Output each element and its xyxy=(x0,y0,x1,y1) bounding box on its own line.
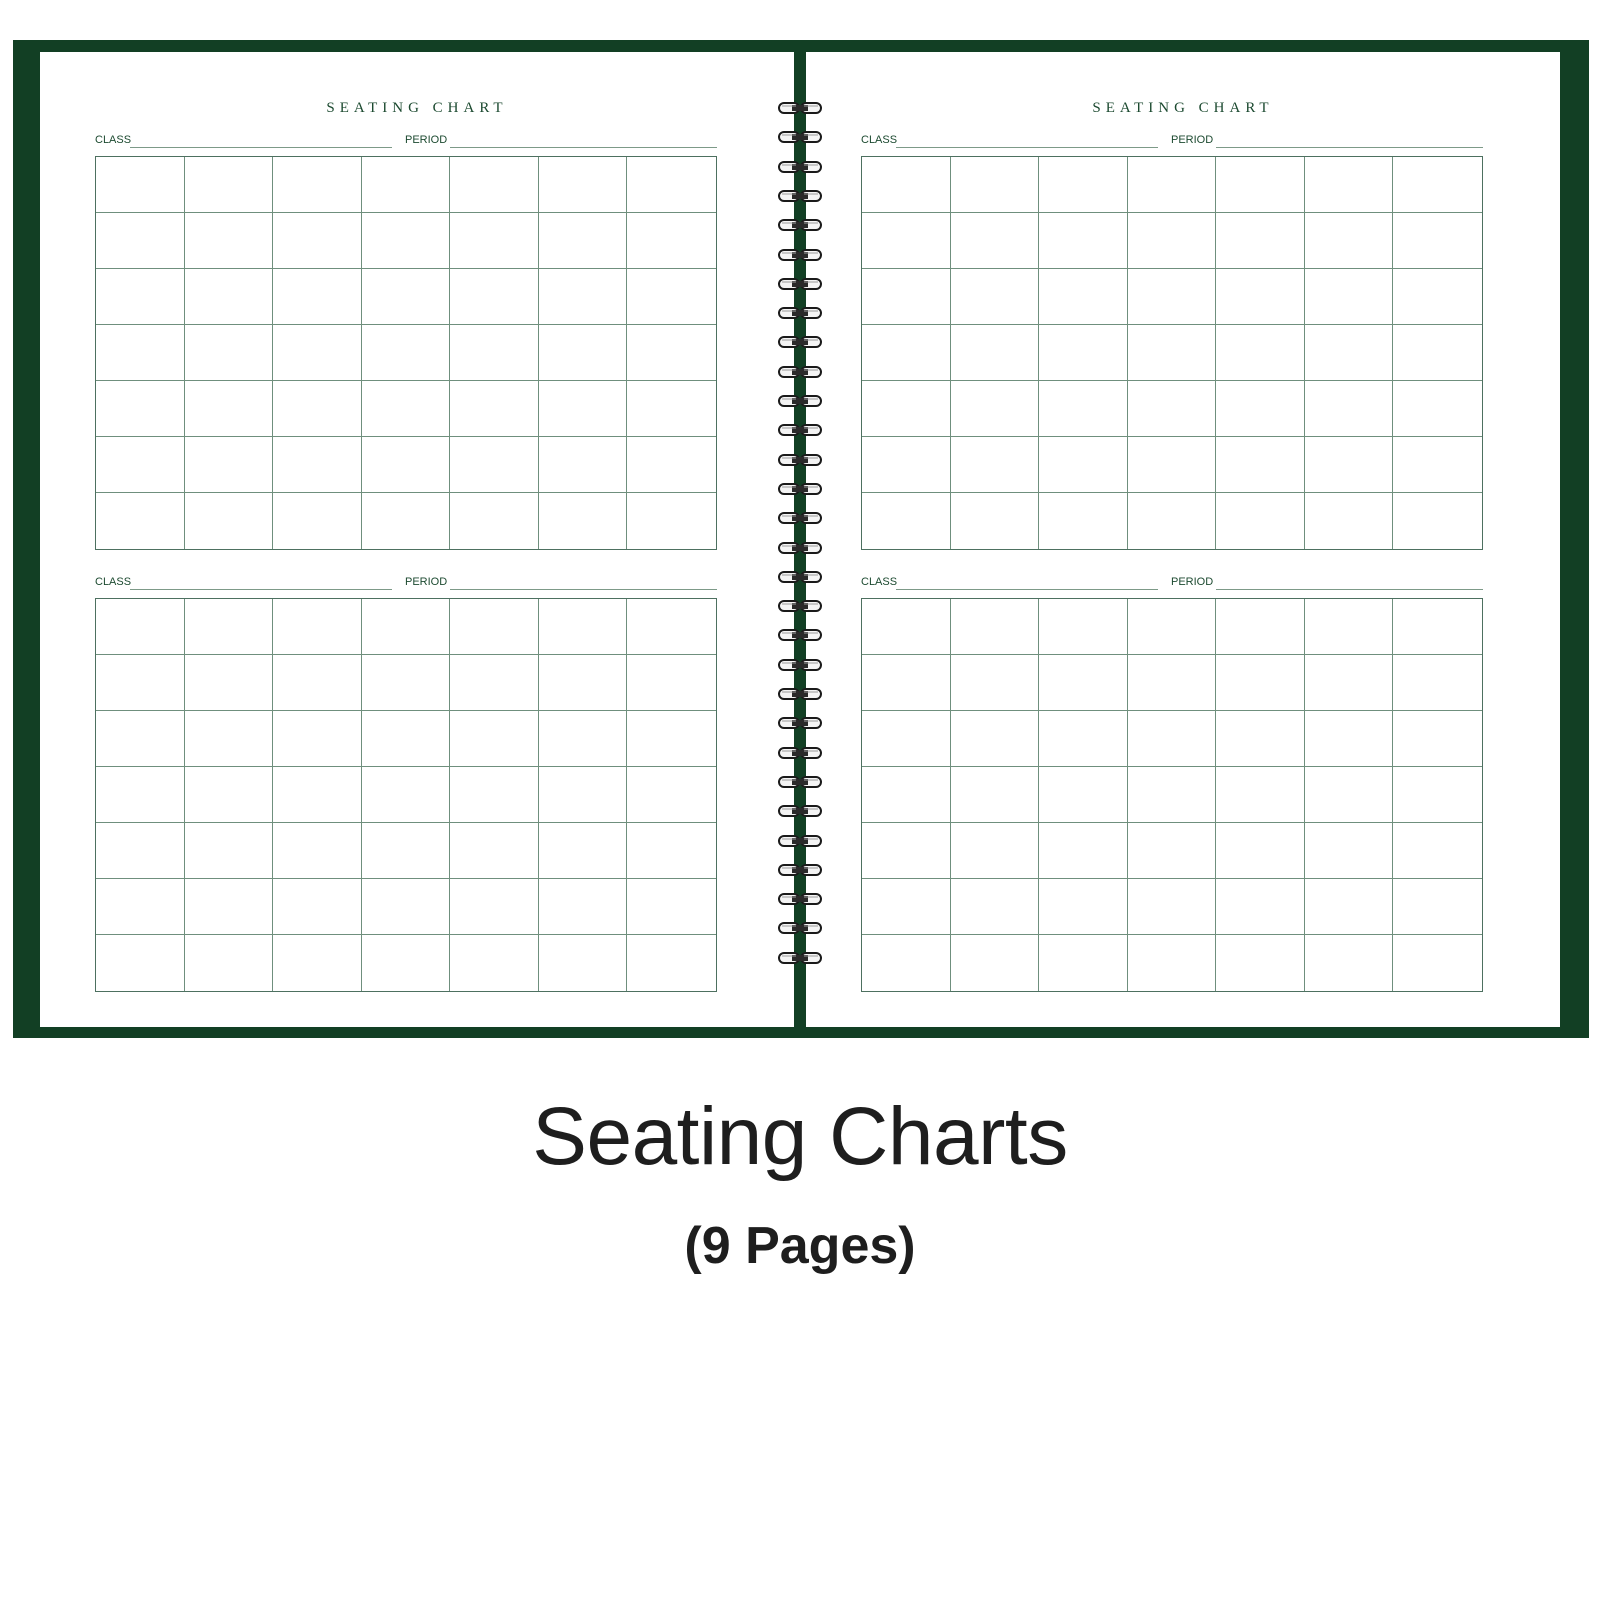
seat-cell[interactable] xyxy=(951,157,1040,213)
seat-cell[interactable] xyxy=(862,655,951,711)
seat-cell[interactable] xyxy=(273,269,362,325)
seat-cell[interactable] xyxy=(1128,381,1217,437)
seat-cell[interactable] xyxy=(1128,493,1217,549)
seat-cell[interactable] xyxy=(362,879,451,935)
seat-cell[interactable] xyxy=(185,655,274,711)
caption-subtitle: (9 Pages) xyxy=(684,1217,916,1275)
seat-cell[interactable] xyxy=(1128,437,1217,493)
seat-cell[interactable] xyxy=(362,655,451,711)
seat-cell[interactable] xyxy=(627,437,716,493)
seat-cell[interactable] xyxy=(185,599,274,655)
seat-cell[interactable] xyxy=(96,157,185,213)
class-period-row xyxy=(95,132,717,148)
seat-cell[interactable] xyxy=(1393,823,1482,879)
right-page xyxy=(806,52,1560,1027)
seat-cell[interactable] xyxy=(1039,381,1128,437)
seat-cell[interactable] xyxy=(862,381,951,437)
seat-cell[interactable] xyxy=(1305,767,1394,823)
seat-cell[interactable] xyxy=(1039,437,1128,493)
seat-cell[interactable] xyxy=(185,493,274,549)
seat-cell[interactable] xyxy=(627,493,716,549)
seat-cell[interactable] xyxy=(362,493,451,549)
seat-cell[interactable] xyxy=(1305,935,1394,991)
seat-cell[interactable] xyxy=(1128,767,1217,823)
seating-grid xyxy=(95,598,717,992)
binding-ring-icon xyxy=(778,130,822,144)
seating-section xyxy=(95,574,717,590)
binding-ring-icon xyxy=(778,628,822,642)
seat-cell[interactable] xyxy=(951,325,1040,381)
seat-cell[interactable] xyxy=(1128,213,1217,269)
seat-cell[interactable] xyxy=(627,767,716,823)
seat-cell[interactable] xyxy=(96,599,185,655)
period-label: PERIOD xyxy=(1171,576,1214,588)
seat-cell[interactable] xyxy=(1393,437,1482,493)
class-label: CLASS xyxy=(861,576,898,588)
seat-cell[interactable] xyxy=(362,157,451,213)
seat-cell[interactable] xyxy=(862,325,951,381)
seat-cell[interactable] xyxy=(185,269,274,325)
seat-cell[interactable] xyxy=(1039,325,1128,381)
seat-cell[interactable] xyxy=(627,213,716,269)
seat-cell[interactable] xyxy=(1128,325,1217,381)
seat-cell[interactable] xyxy=(450,599,539,655)
caption-title: Seating Charts xyxy=(532,1091,1068,1182)
binding-ring-icon xyxy=(778,365,822,379)
seat-cell[interactable] xyxy=(1039,711,1128,767)
seat-cell[interactable] xyxy=(1305,493,1394,549)
seat-cell[interactable] xyxy=(1393,599,1482,655)
seating-section xyxy=(861,574,1483,590)
binding-ring-icon xyxy=(778,921,822,935)
seat-cell[interactable] xyxy=(450,655,539,711)
seat-cell[interactable] xyxy=(96,437,185,493)
seat-cell[interactable] xyxy=(951,655,1040,711)
seat-cell[interactable] xyxy=(627,655,716,711)
seat-cell[interactable] xyxy=(1216,381,1305,437)
class-period-row xyxy=(95,574,717,590)
seat-cell[interactable] xyxy=(951,493,1040,549)
binding-ring-icon xyxy=(778,160,822,174)
seat-cell[interactable] xyxy=(1128,269,1217,325)
binding-ring-icon xyxy=(778,101,822,115)
seat-cell[interactable] xyxy=(951,599,1040,655)
seating-section xyxy=(861,132,1483,148)
seat-cell[interactable] xyxy=(627,381,716,437)
seat-cell[interactable] xyxy=(1039,157,1128,213)
binding-ring-icon xyxy=(778,248,822,262)
seat-cell[interactable] xyxy=(862,711,951,767)
binding-ring-icon xyxy=(778,218,822,232)
seat-cell[interactable] xyxy=(185,213,274,269)
seat-cell[interactable] xyxy=(1305,437,1394,493)
seat-cell[interactable] xyxy=(273,325,362,381)
seat-cell[interactable] xyxy=(951,269,1040,325)
seat-cell[interactable] xyxy=(1305,269,1394,325)
seat-cell[interactable] xyxy=(951,213,1040,269)
seating-section xyxy=(95,132,717,148)
seat-cell[interactable] xyxy=(862,767,951,823)
seat-cell[interactable] xyxy=(96,213,185,269)
seat-cell[interactable] xyxy=(951,879,1040,935)
seat-cell[interactable] xyxy=(273,157,362,213)
seat-cell[interactable] xyxy=(1393,935,1482,991)
seat-cell[interactable] xyxy=(1305,599,1394,655)
seat-cell[interactable] xyxy=(1305,325,1394,381)
seat-cell[interactable] xyxy=(450,269,539,325)
period-field[interactable] xyxy=(1216,589,1483,590)
seat-cell[interactable] xyxy=(185,879,274,935)
seat-cell[interactable] xyxy=(627,599,716,655)
seat-cell[interactable] xyxy=(96,711,185,767)
seat-cell[interactable] xyxy=(1039,879,1128,935)
seat-cell[interactable] xyxy=(1393,711,1482,767)
seat-cell[interactable] xyxy=(862,213,951,269)
seat-cell[interactable] xyxy=(1393,879,1482,935)
seat-cell[interactable] xyxy=(96,493,185,549)
binding-ring-icon xyxy=(778,570,822,584)
binding-ring-icon xyxy=(778,775,822,789)
seat-cell[interactable] xyxy=(1216,655,1305,711)
seat-cell[interactable] xyxy=(362,381,451,437)
seat-cell[interactable] xyxy=(1128,711,1217,767)
seat-cell[interactable] xyxy=(627,157,716,213)
period-field[interactable] xyxy=(450,147,717,148)
binding-ring-icon xyxy=(778,335,822,349)
seat-cell[interactable] xyxy=(1393,493,1482,549)
seat-cell[interactable] xyxy=(450,381,539,437)
seat-cell[interactable] xyxy=(450,157,539,213)
seat-cell[interactable] xyxy=(539,935,628,991)
seat-cell[interactable] xyxy=(273,823,362,879)
seat-cell[interactable] xyxy=(450,325,539,381)
seat-cell[interactable] xyxy=(1216,711,1305,767)
seat-cell[interactable] xyxy=(1305,823,1394,879)
seat-cell[interactable] xyxy=(1128,823,1217,879)
period-label: PERIOD xyxy=(1171,134,1214,146)
seat-cell[interactable] xyxy=(1393,269,1482,325)
seat-cell[interactable] xyxy=(1305,213,1394,269)
seat-cell[interactable] xyxy=(1216,935,1305,991)
seat-cell[interactable] xyxy=(1305,711,1394,767)
seat-cell[interactable] xyxy=(450,935,539,991)
seat-cell[interactable] xyxy=(951,823,1040,879)
binding-ring-icon xyxy=(778,306,822,320)
seat-cell[interactable] xyxy=(1039,493,1128,549)
seat-cell[interactable] xyxy=(862,269,951,325)
seat-cell[interactable] xyxy=(1305,879,1394,935)
seat-cell[interactable] xyxy=(1216,325,1305,381)
seat-cell[interactable] xyxy=(185,157,274,213)
seat-cell[interactable] xyxy=(450,493,539,549)
seat-cell[interactable] xyxy=(862,157,951,213)
seat-cell[interactable] xyxy=(627,823,716,879)
class-field[interactable] xyxy=(896,589,1158,590)
seat-cell[interactable] xyxy=(627,711,716,767)
class-period-row xyxy=(861,574,1483,590)
seat-cell[interactable] xyxy=(539,599,628,655)
seat-cell[interactable] xyxy=(1216,269,1305,325)
seat-cell[interactable] xyxy=(627,325,716,381)
class-label: CLASS xyxy=(95,576,132,588)
seat-cell[interactable] xyxy=(862,599,951,655)
binding-ring-icon xyxy=(778,453,822,467)
seat-cell[interactable] xyxy=(1128,935,1217,991)
seat-cell[interactable] xyxy=(1216,767,1305,823)
seat-cell[interactable] xyxy=(1216,493,1305,549)
binding-ring-icon xyxy=(778,189,822,203)
seat-cell[interactable] xyxy=(862,823,951,879)
seat-cell[interactable] xyxy=(96,823,185,879)
seat-cell[interactable] xyxy=(96,269,185,325)
seat-cell[interactable] xyxy=(1305,655,1394,711)
seat-cell[interactable] xyxy=(539,437,628,493)
seat-cell[interactable] xyxy=(539,823,628,879)
seat-cell[interactable] xyxy=(273,879,362,935)
seat-cell[interactable] xyxy=(1039,269,1128,325)
seat-cell[interactable] xyxy=(362,325,451,381)
seat-cell[interactable] xyxy=(1039,655,1128,711)
seat-cell[interactable] xyxy=(96,381,185,437)
seat-cell[interactable] xyxy=(951,437,1040,493)
seat-cell[interactable] xyxy=(539,655,628,711)
seat-cell[interactable] xyxy=(362,767,451,823)
seat-cell[interactable] xyxy=(273,935,362,991)
seat-cell[interactable] xyxy=(273,437,362,493)
seat-cell[interactable] xyxy=(362,269,451,325)
period-field[interactable] xyxy=(1216,147,1483,148)
binding-ring-icon xyxy=(778,541,822,555)
seat-cell[interactable] xyxy=(951,935,1040,991)
binding-ring-icon xyxy=(778,482,822,496)
seat-cell[interactable] xyxy=(1039,935,1128,991)
seat-cell[interactable] xyxy=(362,823,451,879)
binding-ring-icon xyxy=(778,511,822,525)
seat-cell[interactable] xyxy=(539,381,628,437)
binding-ring-icon xyxy=(778,834,822,848)
seat-cell[interactable] xyxy=(951,711,1040,767)
seat-cell[interactable] xyxy=(539,325,628,381)
binding-ring-icon xyxy=(778,716,822,730)
seat-cell[interactable] xyxy=(273,767,362,823)
seat-cell[interactable] xyxy=(1305,381,1394,437)
seat-cell[interactable] xyxy=(862,879,951,935)
binding-ring-icon xyxy=(778,892,822,906)
seat-cell[interactable] xyxy=(1393,325,1482,381)
binding-ring-icon xyxy=(778,746,822,760)
seat-cell[interactable] xyxy=(862,493,951,549)
seating-grid xyxy=(861,598,1483,992)
seat-cell[interactable] xyxy=(1128,879,1217,935)
seat-cell[interactable] xyxy=(1393,157,1482,213)
seat-cell[interactable] xyxy=(1039,213,1128,269)
seat-cell[interactable] xyxy=(539,493,628,549)
period-label: PERIOD xyxy=(405,134,448,146)
seat-cell[interactable] xyxy=(185,325,274,381)
seat-cell[interactable] xyxy=(1216,599,1305,655)
seating-grid xyxy=(861,156,1483,550)
seat-cell[interactable] xyxy=(862,437,951,493)
page-title: SEATING CHART xyxy=(1092,100,1274,116)
seat-cell[interactable] xyxy=(627,879,716,935)
seat-cell[interactable] xyxy=(362,711,451,767)
seat-cell[interactable] xyxy=(273,711,362,767)
seat-cell[interactable] xyxy=(96,879,185,935)
seat-cell[interactable] xyxy=(539,767,628,823)
seat-cell[interactable] xyxy=(1216,213,1305,269)
seat-cell[interactable] xyxy=(1039,599,1128,655)
class-label: CLASS xyxy=(861,134,898,146)
seat-cell[interactable] xyxy=(1216,437,1305,493)
seat-cell[interactable] xyxy=(951,381,1040,437)
seat-cell[interactable] xyxy=(1128,655,1217,711)
seat-cell[interactable] xyxy=(450,879,539,935)
seat-cell[interactable] xyxy=(627,269,716,325)
seat-cell[interactable] xyxy=(273,493,362,549)
seat-cell[interactable] xyxy=(1393,213,1482,269)
seat-cell[interactable] xyxy=(185,711,274,767)
binding-ring-icon xyxy=(778,863,822,877)
seat-cell[interactable] xyxy=(862,935,951,991)
seat-cell[interactable] xyxy=(185,381,274,437)
binding-ring-icon xyxy=(778,277,822,291)
seat-cell[interactable] xyxy=(273,599,362,655)
seat-cell[interactable] xyxy=(627,935,716,991)
seat-cell[interactable] xyxy=(362,213,451,269)
seat-cell[interactable] xyxy=(450,711,539,767)
seat-cell[interactable] xyxy=(450,213,539,269)
binding-ring-icon xyxy=(778,394,822,408)
seat-cell[interactable] xyxy=(539,157,628,213)
binding-ring-icon xyxy=(778,804,822,818)
binding-ring-icon xyxy=(778,423,822,437)
seat-cell[interactable] xyxy=(951,767,1040,823)
seat-cell[interactable] xyxy=(362,437,451,493)
seat-cell[interactable] xyxy=(539,213,628,269)
period-label: PERIOD xyxy=(405,576,448,588)
seat-cell[interactable] xyxy=(273,213,362,269)
class-field[interactable] xyxy=(130,147,392,148)
class-label: CLASS xyxy=(95,134,132,146)
seat-cell[interactable] xyxy=(273,381,362,437)
binding-ring-icon xyxy=(778,658,822,672)
seat-cell[interactable] xyxy=(185,935,274,991)
seat-cell[interactable] xyxy=(450,767,539,823)
seat-cell[interactable] xyxy=(1128,157,1217,213)
seat-cell[interactable] xyxy=(362,599,451,655)
seat-cell[interactable] xyxy=(185,767,274,823)
binding-ring-icon xyxy=(778,599,822,613)
class-period-row xyxy=(861,132,1483,148)
seating-grid xyxy=(95,156,717,550)
binding-ring-icon xyxy=(778,687,822,701)
seat-cell[interactable] xyxy=(185,823,274,879)
seat-cell[interactable] xyxy=(96,935,185,991)
seat-cell[interactable] xyxy=(539,269,628,325)
seat-cell[interactable] xyxy=(1393,655,1482,711)
page-title: SEATING CHART xyxy=(326,100,508,116)
seat-cell[interactable] xyxy=(1216,157,1305,213)
period-field[interactable] xyxy=(450,589,717,590)
seat-cell[interactable] xyxy=(1393,381,1482,437)
seat-cell[interactable] xyxy=(450,437,539,493)
seat-cell[interactable] xyxy=(539,879,628,935)
seat-cell[interactable] xyxy=(96,767,185,823)
class-field[interactable] xyxy=(130,589,392,590)
seat-cell[interactable] xyxy=(1216,823,1305,879)
seat-cell[interactable] xyxy=(539,711,628,767)
seat-cell[interactable] xyxy=(185,437,274,493)
seat-cell[interactable] xyxy=(96,655,185,711)
seat-cell[interactable] xyxy=(1216,879,1305,935)
seat-cell[interactable] xyxy=(450,823,539,879)
seat-cell[interactable] xyxy=(1039,823,1128,879)
left-page xyxy=(40,52,794,1027)
seat-cell[interactable] xyxy=(1128,599,1217,655)
class-field[interactable] xyxy=(896,147,1158,148)
seat-cell[interactable] xyxy=(273,655,362,711)
seat-cell[interactable] xyxy=(1039,767,1128,823)
seat-cell[interactable] xyxy=(1393,767,1482,823)
binding-ring-icon xyxy=(778,951,822,965)
seat-cell[interactable] xyxy=(96,325,185,381)
seat-cell[interactable] xyxy=(362,935,451,991)
seat-cell[interactable] xyxy=(1305,157,1394,213)
